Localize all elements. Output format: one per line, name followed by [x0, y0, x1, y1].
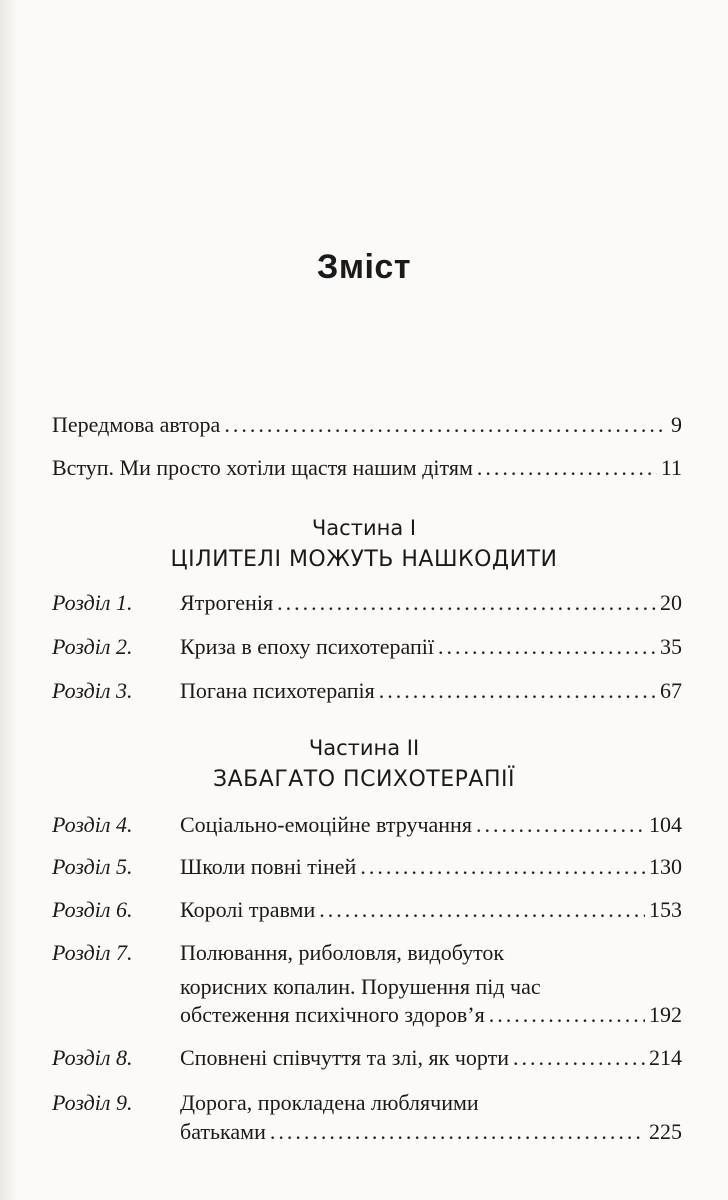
dot-leader — [224, 410, 667, 440]
dot-leader — [489, 1000, 645, 1030]
chapter-label: Розділ 6. — [52, 897, 133, 922]
chapter-title-line: корисних копалин. Порушення під час — [180, 974, 541, 999]
toc-entry-chapter-1[interactable] — [180, 588, 682, 618]
chapter-title: Школи повні тіней — [180, 854, 357, 879]
dot-leader — [476, 810, 645, 840]
chapter-title: Ятрогенія — [180, 590, 274, 615]
dot-leader — [270, 1117, 645, 1147]
dot-leader — [360, 852, 645, 882]
toc-page-number: 20 — [660, 590, 682, 615]
dot-leader — [477, 453, 657, 483]
toc-page-number: 153 — [649, 897, 682, 922]
toc-entry-chapter-9[interactable] — [180, 1117, 682, 1147]
toc-page-number: 9 — [671, 412, 682, 437]
toc-entry-chapter-5[interactable] — [180, 852, 682, 882]
chapter-label: Розділ 2. — [52, 634, 133, 659]
chapter-title: Королі травми — [180, 897, 316, 922]
chapter-label: Розділ 8. — [52, 1045, 133, 1070]
toc-page-number: 225 — [649, 1119, 682, 1144]
toc-entry-text: Передмова автора — [52, 412, 221, 437]
chapter-title: Криза в епоху психотерапії — [180, 634, 434, 659]
dot-leader — [277, 588, 656, 618]
dot-leader — [379, 676, 656, 706]
chapter-label: Розділ 9. — [52, 1090, 133, 1115]
toc-page-number: 35 — [660, 634, 682, 659]
chapter-title: обстеження психічного здоров’я — [180, 1002, 485, 1027]
chapter-title-line: Дорога, прокладена люблячими — [180, 1090, 479, 1115]
toc-page-number: 104 — [649, 812, 682, 837]
part-heading: Частина І — [311, 516, 417, 540]
chapter-title: Соціально-емоційне втручання — [180, 812, 472, 837]
dot-leader — [319, 895, 645, 925]
chapter-label: Розділ 7. — [52, 940, 133, 965]
chapter-title-line: Полювання, риболовля, видобуток — [180, 940, 505, 965]
chapter-title: Погана психотерапія — [180, 678, 375, 703]
dot-leader — [513, 1043, 645, 1073]
toc-entry-chapter-3[interactable] — [180, 676, 682, 706]
toc-entry-chapter-6[interactable] — [180, 895, 682, 925]
toc-page-number: 130 — [649, 854, 682, 879]
toc-entry-text: Вступ. Ми просто хотіли щастя нашим дітям — [52, 455, 473, 480]
toc-entry-chapter-7[interactable] — [180, 1000, 682, 1030]
chapter-label: Розділ 3. — [52, 678, 133, 703]
page-title: Зміст — [317, 248, 411, 286]
part-heading: Частина ІІ — [308, 736, 420, 760]
dot-leader — [438, 632, 656, 662]
toc-entry-chapter-8[interactable] — [180, 1043, 682, 1073]
toc-page-number: 214 — [649, 1045, 682, 1070]
part-title: ЗАБАГАТО ПСИХОТЕРАПІЇ — [213, 767, 515, 792]
toc-entry-chapter-2[interactable] — [180, 632, 682, 662]
part-title: ЦІЛИТЕЛІ МОЖУТЬ НАШКОДИТИ — [170, 547, 558, 572]
chapter-title: Сповнені співчуття та злі, як чорти — [180, 1045, 509, 1070]
toc-page-number: 11 — [660, 455, 682, 480]
chapter-label: Розділ 1. — [52, 590, 133, 615]
page-edge-shadow — [0, 0, 18, 1200]
chapter-title: батьками — [180, 1119, 266, 1144]
chapter-label: Розділ 4. — [52, 812, 133, 837]
toc-entry-chapter-4[interactable] — [180, 810, 682, 840]
toc-page-number: 192 — [649, 1002, 682, 1027]
toc-entry-preface[interactable] — [52, 410, 682, 440]
toc-page-number: 67 — [660, 678, 682, 703]
toc-entry-introduction[interactable] — [52, 453, 682, 483]
chapter-label: Розділ 5. — [52, 854, 133, 879]
